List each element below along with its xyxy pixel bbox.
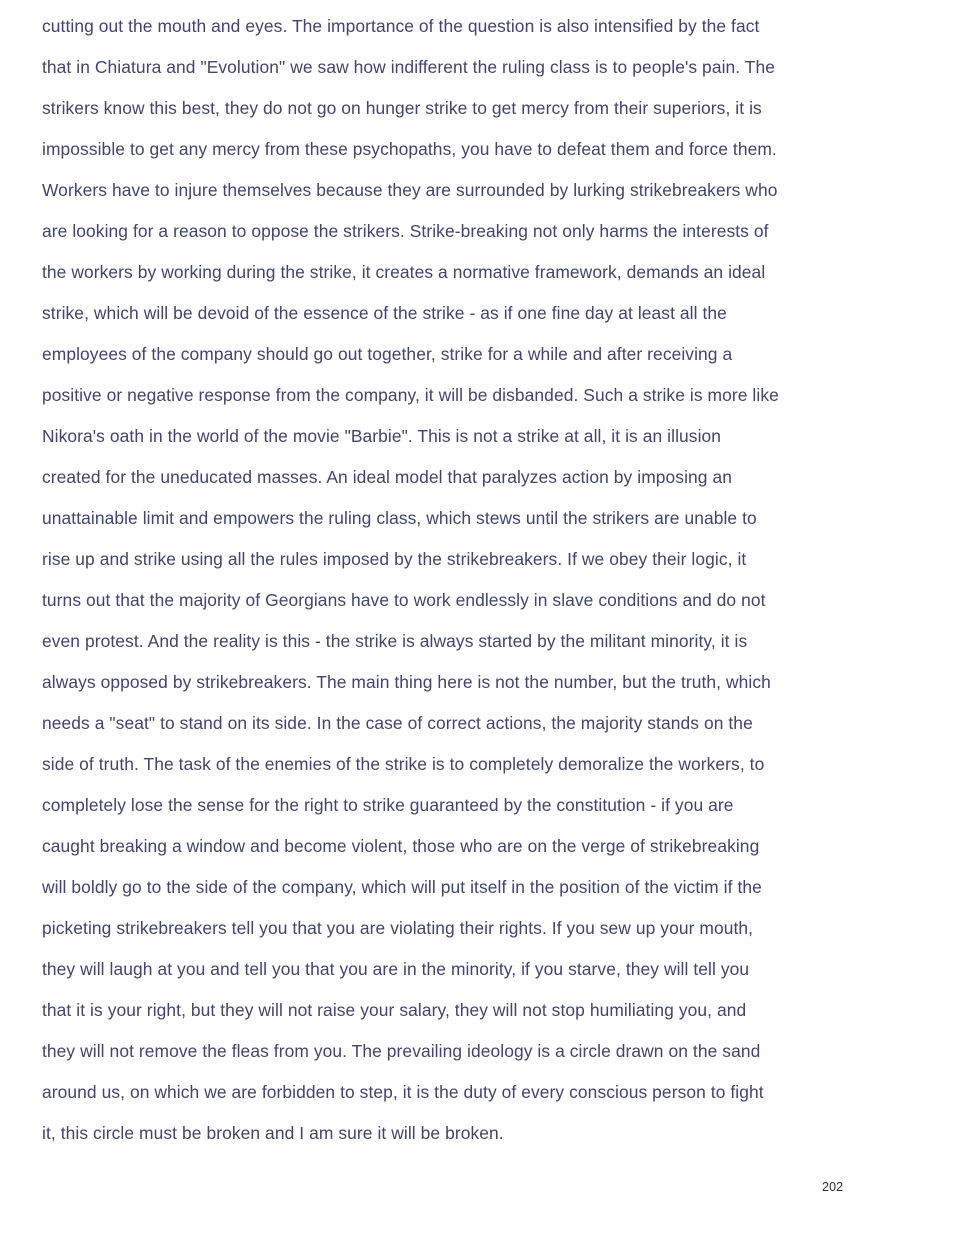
body-text-line: rise up and strike using all the rules imposed by the strikebreakers. If we obey their logic, it <box>42 549 747 569</box>
body-text-line: it, this circle must be broken and I am sure it will be broken. <box>42 1123 504 1143</box>
body-text-line: caught breaking a window and become violent, those who are on the verge of strikebreaking <box>42 836 760 856</box>
body-text-line: Workers have to injure themselves because they are surrounded by lurking strikebreakers who <box>42 180 778 200</box>
body-text-line: they will not remove the fleas from you. The prevailing ideology is a circle drawn on the sand <box>42 1041 761 1061</box>
page-number: 202 <box>822 1180 844 1194</box>
body-text-line: turns out that the majority of Georgians have to work endlessly in slave conditions and do not <box>42 590 766 610</box>
body-text-line: that it is your right, but they will not raise your salary, they will not stop humiliating you, and <box>42 1000 747 1020</box>
body-text-line: they will laugh at you and tell you that you are in the minority, if you starve, they will tell you <box>42 959 750 979</box>
body-text-line: always opposed by strikebreakers. The main thing here is not the number, but the truth, which <box>42 672 771 692</box>
body-text-line: needs a "seat" to stand on its side. In the case of correct actions, the majority stands on the <box>42 713 753 733</box>
body-text-line: the workers by working during the strike, it creates a normative framework, demands an ideal <box>42 262 766 282</box>
body-text-line: side of truth. The task of the enemies of the strike is to completely demoralize the workers, to <box>42 754 765 774</box>
body-text-line: created for the uneducated masses. An ideal model that paralyzes action by imposing an <box>42 467 732 487</box>
body-text-line: unattainable limit and empowers the ruling class, which stews until the strikers are unable to <box>42 508 757 528</box>
body-text-line: strike, which will be devoid of the essence of the strike - as if one fine day at least all the <box>42 303 727 323</box>
body-text-line: strikers know this best, they do not go on hunger strike to get mercy from their superiors, it is <box>42 98 762 118</box>
body-text-line: employees of the company should go out together, strike for a while and after receiving a <box>42 344 733 364</box>
body-text-line: completely lose the sense for the right to strike guaranteed by the constitution - if you are <box>42 795 734 815</box>
body-text-line: are looking for a reason to oppose the strikers. Strike-breaking not only harms the interests of <box>42 221 769 241</box>
body-text-block <box>42 6 914 1154</box>
body-text-line: that in Chiatura and "Evolution" we saw how indifferent the ruling class is to people's pain. The <box>42 57 776 77</box>
body-text-line: cutting out the mouth and eyes. The importance of the question is also intensified by the fact <box>42 16 760 36</box>
body-text-line: picketing strikebreakers tell you that you are violating their rights. If you sew up your mouth, <box>42 918 754 938</box>
body-text-line: will boldly go to the side of the company, which will put itself in the position of the victim if the <box>42 877 762 897</box>
body-text-line: positive or negative response from the company, it will be disbanded. Such a strike is more like <box>42 385 779 405</box>
body-text-line: around us, on which we are forbidden to step, it is the duty of every conscious person to fight <box>42 1082 764 1102</box>
body-text-line: Nikora's oath in the world of the movie "Barbie". This is not a strike at all, it is an illusion <box>42 426 722 446</box>
body-text-line: impossible to get any mercy from these psychopaths, you have to defeat them and force them. <box>42 139 777 159</box>
body-text-line: even protest. And the reality is this - the strike is always started by the militant minority, it is <box>42 631 748 651</box>
